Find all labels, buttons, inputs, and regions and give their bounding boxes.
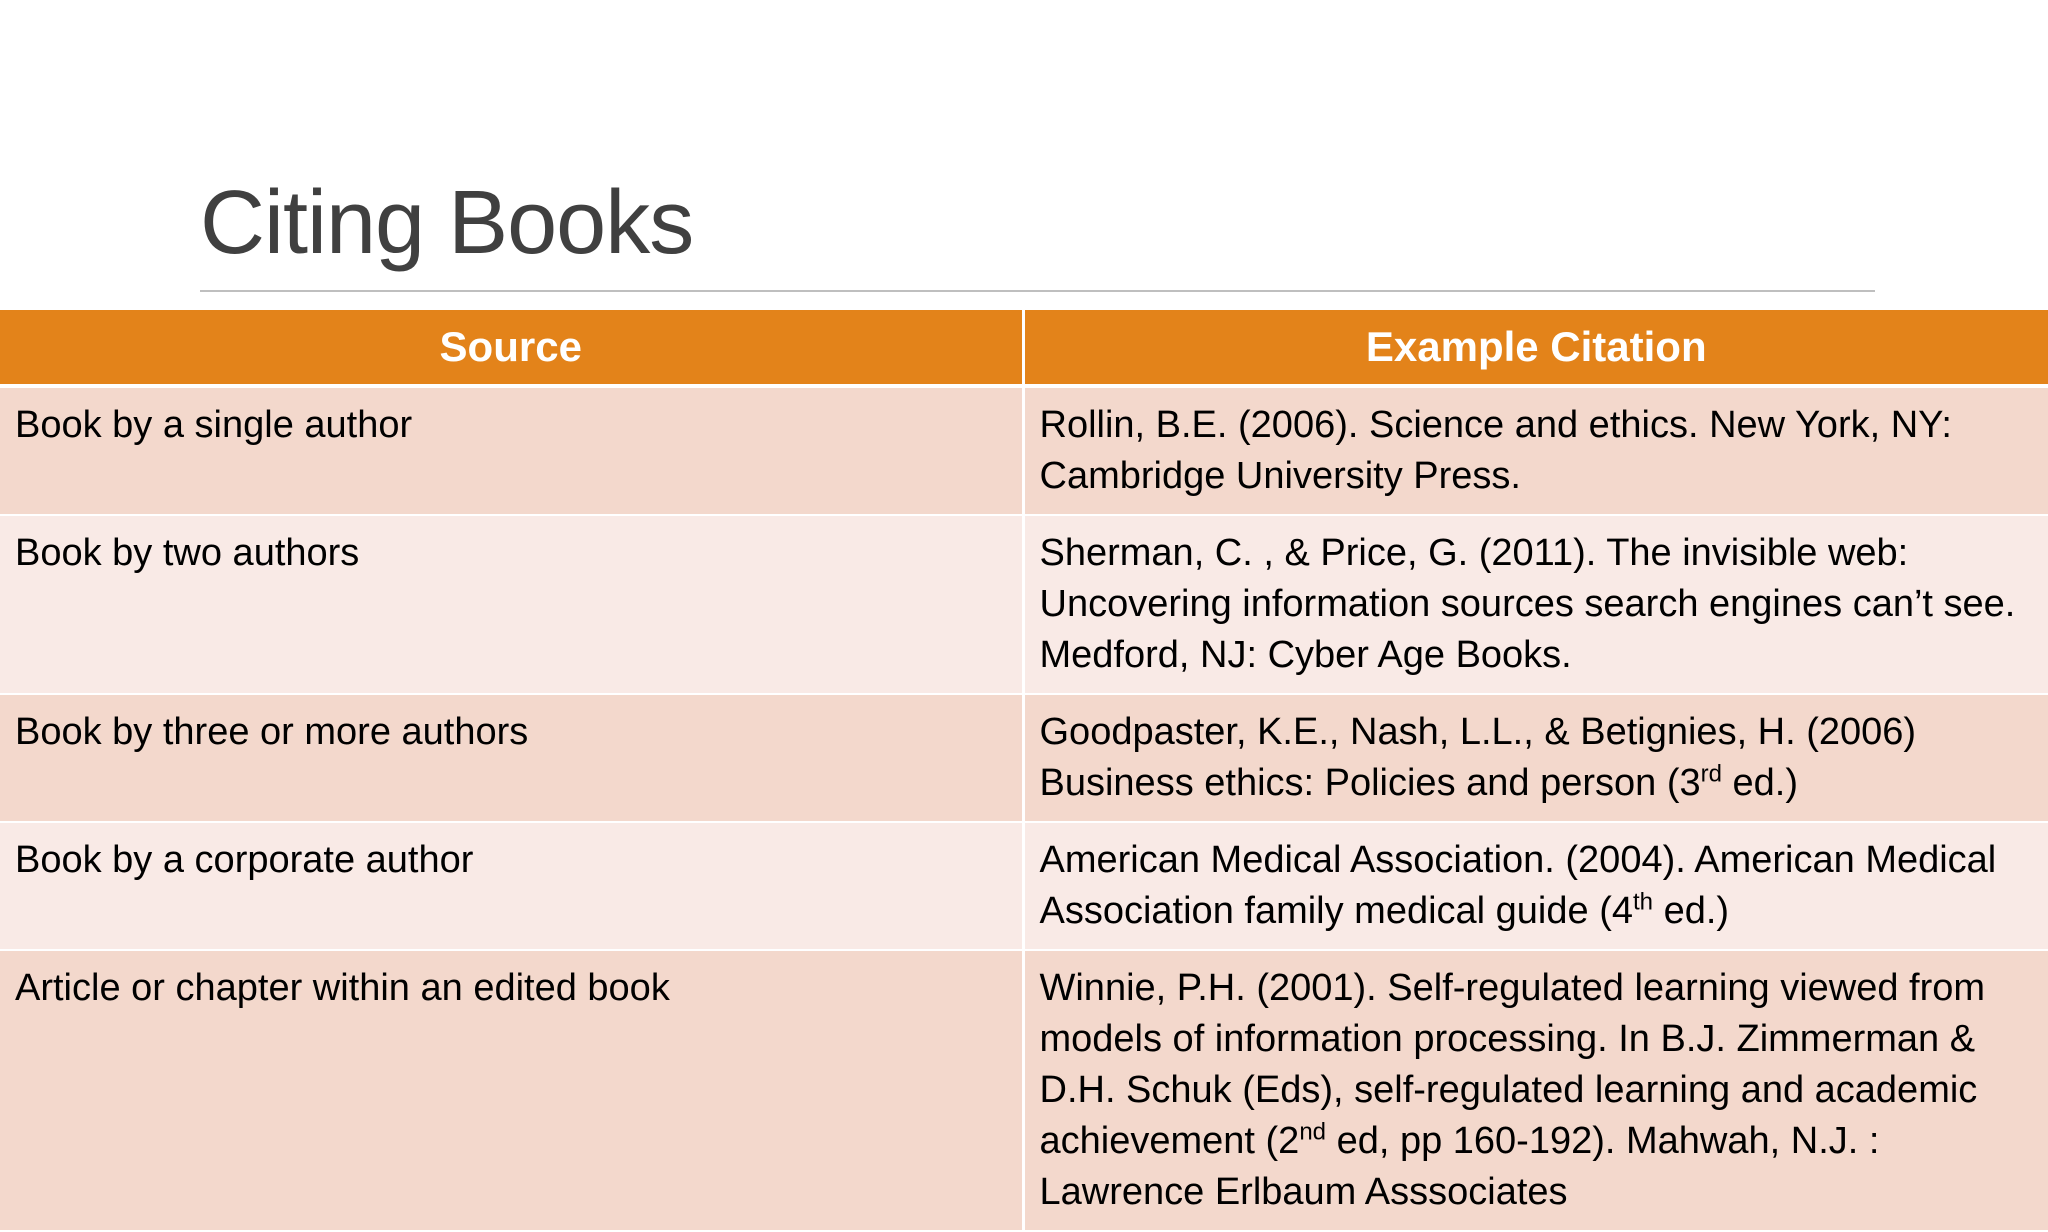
table-header-row: [0, 310, 2048, 386]
citation-text-end: ed.): [1653, 890, 1730, 932]
citation-cell: [1023, 950, 2048, 1231]
source-cell: Article or chapter within an edited book: [0, 950, 1023, 1231]
title-divider: [200, 290, 1875, 292]
table-row: [0, 386, 2048, 515]
citation-text-end: ed, pp 160-192). Mahwah, N.J. : Lawrence Erlbaum Asssociates: [1039, 1120, 1880, 1213]
table-row: [0, 694, 2048, 822]
slide-title: Citing Books: [200, 173, 694, 273]
source-cell: Book by a corporate author: [0, 822, 1023, 950]
citation-text: Winnie, P.H. (2001). Self-regulated learning viewed from models of information processing. In B.J. Zimmerman & D.H. Schuk (Eds), self-regulated learning and academic achievement (2: [1039, 967, 1986, 1162]
citation-cell: [1023, 386, 2048, 515]
table-row: [0, 515, 2048, 694]
citation-superscript: nd: [1299, 1118, 1327, 1146]
source-cell: Book by a single author: [0, 386, 1023, 515]
table-row: [0, 822, 2048, 950]
header-example-citation: Example Citation: [1023, 310, 2048, 386]
source-cell: Book by two authors: [0, 515, 1023, 694]
citation-text: Sherman, C. , & Price, G. (2011). The invisible web: Uncovering information sources search engines can’t see. Medford, NJ: Cyber Age Books.: [1039, 532, 2016, 676]
citation-cell: [1023, 694, 2048, 822]
citation-superscript: rd: [1700, 760, 1722, 788]
citation-superscript: th: [1633, 888, 1654, 916]
citation-cell: [1023, 822, 2048, 950]
citation-cell: [1023, 515, 2048, 694]
citation-text-end: ed.): [1721, 762, 1799, 804]
header-source: Source: [0, 310, 1023, 386]
source-cell: Book by three or more authors: [0, 694, 1023, 822]
citation-text: Goodpaster, K.E., Nash, L.L., & Betignies, H. (2006) Business ethics: Policies and person (3: [1039, 711, 1917, 804]
citation-text: American Medical Association. (2004). American Medical Association family medical guide (4: [1039, 839, 1997, 932]
citation-text: Rollin, B.E. (2006). Science and ethics. New York, NY: Cambridge University Press.: [1039, 404, 1952, 497]
table-row: [0, 950, 2048, 1231]
citation-table: [0, 310, 2048, 1232]
